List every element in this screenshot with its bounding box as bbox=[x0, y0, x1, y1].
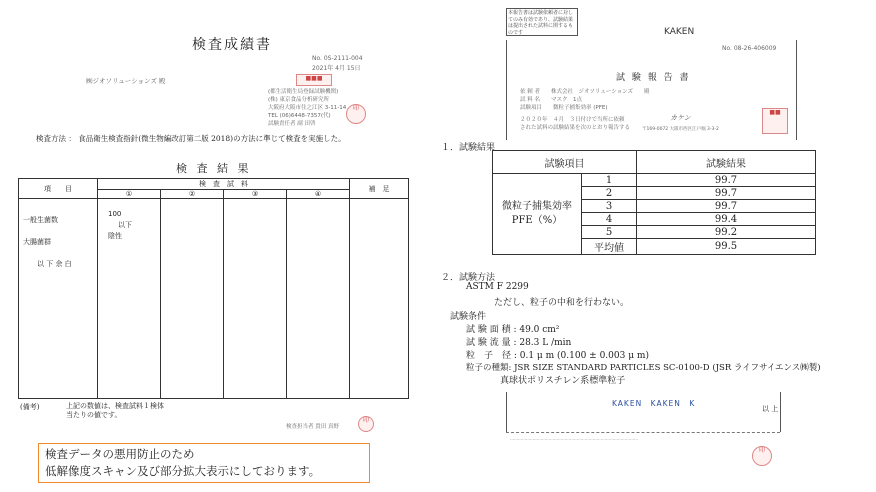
signature: 検査担当者 貴田 真野 bbox=[286, 424, 339, 430]
report-field: 試 料 名 マスク 1点 bbox=[520, 97, 582, 103]
certificate-date: 2021年 4月 15日 bbox=[312, 65, 361, 72]
recipient: ㈱ジオソリューションズ 殿 bbox=[86, 77, 166, 85]
row-item: 以 下 余 白 bbox=[37, 260, 72, 268]
notice-line: 検査データの悪用防止のため bbox=[45, 447, 195, 461]
header-note: 補 足 bbox=[350, 179, 409, 199]
row-value: 100 bbox=[108, 210, 122, 218]
trial-number: 1 bbox=[582, 174, 637, 187]
sample-4-values bbox=[287, 199, 350, 399]
issuer-line: (株) 東京食品分析研究所 bbox=[268, 97, 330, 103]
average-result: 99.5 bbox=[637, 239, 816, 255]
trial-result: 99.7 bbox=[637, 200, 816, 213]
header-result: 試験結果 bbox=[637, 151, 816, 174]
end-mark: 以 上 bbox=[762, 405, 779, 413]
issuer-line: (都生活衛生局登録試験機関) bbox=[268, 89, 339, 95]
method-note: ただし、粒子の中和を行わない。 bbox=[494, 298, 630, 308]
notice-line: 低解像度スキャン及び部分拡大表示にしております。 bbox=[45, 464, 321, 478]
report-title: 試 験 報 告 書 bbox=[616, 73, 691, 83]
issuer-line: 試験責任者 副 田啓 bbox=[268, 121, 316, 127]
inspection-certificate bbox=[0, 0, 432, 430]
issuer-block bbox=[268, 88, 346, 128]
conditions-label: 試験条件 bbox=[450, 312, 487, 322]
sample-number: ③ bbox=[224, 190, 287, 199]
header-test-item: 試験項目 bbox=[493, 151, 637, 174]
pfe-results-table bbox=[492, 150, 816, 255]
issue-line: された試料の試験結果を次のとおり報告する bbox=[520, 125, 631, 131]
date-line: ２０２０年 ４月 ３日付けで当所に依頼 bbox=[520, 117, 625, 123]
page-border bbox=[506, 392, 507, 432]
footer-rule bbox=[506, 432, 780, 434]
trial-result: 99.4 bbox=[637, 213, 816, 226]
trial-number: 5 bbox=[582, 226, 637, 239]
footer-seal: 印 bbox=[752, 446, 772, 466]
sample-3-values bbox=[224, 199, 287, 399]
validity-notice-box: 本報告書は試験依頼者に対してのみ有効であり、試験結果は提出された試料に関するものです bbox=[506, 8, 578, 36]
kaken-watermark: KAKEN KAKEN K bbox=[612, 399, 696, 408]
registration-stamp: ■■■ bbox=[296, 74, 332, 86]
average-label: 平均値 bbox=[582, 239, 637, 255]
condition-flow: 試 験 流 量 : 28.3 L /min bbox=[466, 338, 572, 348]
page-border bbox=[506, 40, 507, 140]
report-field: 試験項目 微粒子捕集効率 (PFE) bbox=[520, 105, 608, 111]
sample-number: ④ bbox=[287, 190, 350, 199]
section-results-heading: １．試験結果 bbox=[441, 143, 496, 153]
row-item: 一般生菌数 bbox=[23, 216, 58, 224]
inspection-method: 検査方法 ： 食品衛生検査指針(微生物編改訂第二版 2018)の方法に準じて検査を実施した。 bbox=[36, 134, 346, 143]
report-dates bbox=[520, 116, 630, 132]
remarks-label: (備考) bbox=[20, 403, 40, 411]
trial-result: 99.7 bbox=[637, 187, 816, 200]
condition-area: 試 験 面 積 : 49.0 cm² bbox=[466, 325, 560, 335]
row-sub: 以下 bbox=[118, 221, 132, 229]
certificate-title: 検査成績書 bbox=[192, 37, 272, 53]
sample-number: ① bbox=[98, 190, 161, 199]
trial-result: 99.2 bbox=[637, 226, 816, 239]
brand-logo: KAKEN bbox=[664, 27, 695, 37]
issuer-line: 大阪府大阪市住之江区 3-11-14 bbox=[268, 105, 347, 111]
footer-fine-print: …………………………………………………………………………………… bbox=[510, 436, 638, 441]
organization-seal: ■■ bbox=[762, 108, 788, 134]
row-value: 陰性 bbox=[108, 232, 122, 240]
report-field: 依 頼 者 株式会社 ジオソリューションズ 殿 bbox=[520, 89, 650, 95]
issuer-line: TEL (06)6448-7357(代) bbox=[268, 113, 331, 119]
condition-particle-size: 粒 子 径 : 0.1 μ m (0.100 ± 0.003 μ m) bbox=[466, 351, 649, 361]
remarks-text: 上記の数値は、検査試料１検体 当たりの値です。 bbox=[66, 402, 164, 419]
header-samples: 検 査 試 料 bbox=[98, 179, 350, 190]
condition-particle-type-detail: 真球状ポリスチレン系標準粒子 bbox=[500, 376, 626, 386]
signature-seal: 印 bbox=[358, 416, 374, 432]
seal-stamp: 印 bbox=[346, 104, 366, 124]
inspection-results-table bbox=[18, 178, 409, 399]
test-item-label: 微粒子捕集効率 PFE（%） bbox=[493, 174, 582, 255]
notice-box bbox=[38, 443, 370, 483]
trial-number: 4 bbox=[582, 213, 637, 226]
organization-name: カケン bbox=[670, 114, 691, 122]
reference-number: No. 0S-2111-004 bbox=[312, 55, 363, 62]
results-heading: 検 査 結 果 bbox=[176, 162, 252, 175]
report-number: No. 08-26-406009 bbox=[722, 45, 777, 52]
trial-result: 99.7 bbox=[637, 174, 816, 187]
organization-address: 〒169-0072 大阪市西区江戸堀 3-3-2 bbox=[642, 127, 719, 132]
section-method-heading: ２．試験方法 bbox=[441, 273, 496, 283]
sample-1-values bbox=[98, 199, 161, 399]
method-standard: ASTM F 2299 bbox=[466, 282, 529, 292]
row-item: 大腸菌群 bbox=[23, 238, 51, 246]
sample-2-values bbox=[161, 199, 224, 399]
header-item: 項 目 bbox=[19, 179, 98, 199]
page-border bbox=[796, 40, 797, 140]
trial-number: 3 bbox=[582, 200, 637, 213]
report-fields bbox=[520, 88, 649, 112]
trial-number: 2 bbox=[582, 187, 637, 200]
sample-number: ② bbox=[161, 190, 224, 199]
note-values bbox=[350, 199, 409, 399]
page-border bbox=[780, 392, 781, 432]
condition-particle-type: 粒子の種類: JSR SIZE STANDARD PARTICLES SC-0100-D (JSR ライフサイエンス㈱製) bbox=[466, 363, 821, 373]
item-column bbox=[19, 199, 98, 399]
test-report bbox=[492, 0, 876, 140]
